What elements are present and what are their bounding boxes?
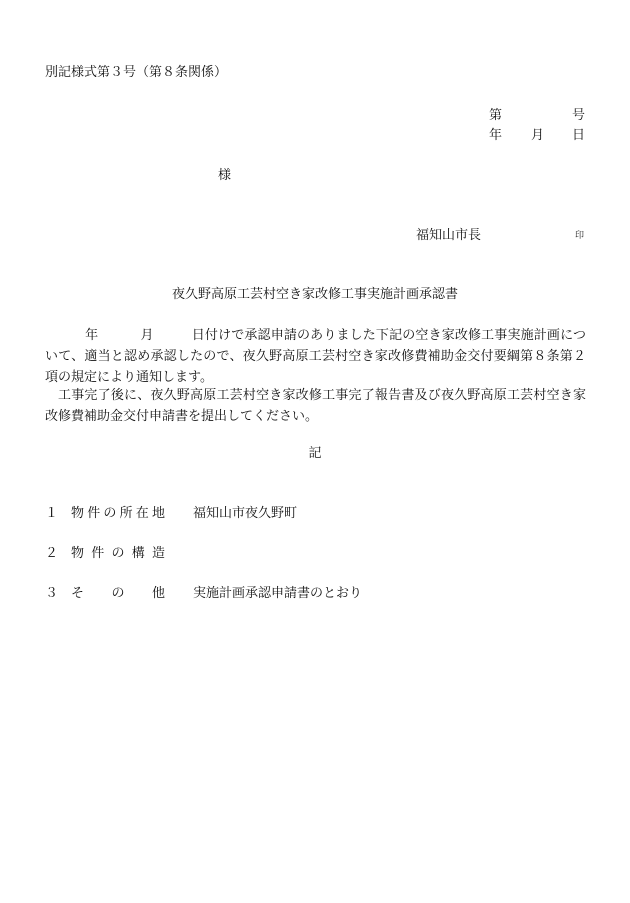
date-month-label: 月: [531, 128, 545, 143]
approval-paragraph-text: 日付けで承認申請のありました下記の空き家改修工事実施計画について、適当と認め承認したので、夜久野高原工芸村空き家改修費補助金交付要綱第８条第２項の規定により通知します。: [45, 328, 586, 385]
item-label-char: の: [111, 546, 125, 561]
item-label-char: 物: [71, 546, 85, 561]
item-label-char: の: [103, 506, 117, 521]
item-value: 実施計画承認申請書のとおり: [193, 586, 363, 601]
item-label-char: そ: [71, 586, 85, 601]
item-number: ２: [45, 546, 59, 561]
item-label-char: 構: [131, 546, 145, 561]
item-label-char: の: [111, 586, 125, 601]
item-label-char: 所: [119, 506, 133, 521]
item-value: 福知山市夜久野町: [193, 506, 298, 521]
item-label-char: 地: [151, 506, 165, 521]
item-label-char: 件: [91, 546, 105, 561]
item-number: １: [45, 506, 59, 521]
seal-mark: 印: [575, 231, 585, 241]
document-number-prefix: 第: [489, 108, 503, 123]
document-number-suffix: 号: [571, 108, 585, 123]
item-label-char: 在: [135, 506, 149, 521]
item-label-char: 件: [87, 506, 101, 521]
date-year-label: 年: [489, 128, 503, 143]
item-label: [71, 585, 165, 603]
item-label-char: 造: [151, 546, 165, 561]
item-number: ３: [45, 586, 59, 601]
para-month-label: 月: [140, 328, 154, 343]
ki-heading: 記: [308, 446, 322, 461]
addressee-honorific: 様: [218, 168, 232, 183]
issuer-title: 福知山市長: [416, 228, 482, 243]
approval-paragraph: [45, 325, 586, 388]
date-day-label: 日: [571, 128, 585, 143]
document-title: 夜久野高原工芸村空き家改修工事実施計画承認書: [171, 287, 458, 302]
item-label-char: 他: [151, 586, 165, 601]
item-label-char: 物: [71, 506, 85, 521]
para-year-label: 年: [85, 328, 99, 343]
form-number: 別記様式第３号（第８条関係）: [45, 65, 228, 80]
instruction-paragraph: 工事完了後に、夜久野高原工芸村空き家改修工事完了報告書及び夜久野高原工芸村空き家改修費補助金交付申請書を提出してください。: [45, 388, 586, 424]
item-label: [71, 505, 165, 523]
item-label: [71, 545, 165, 563]
